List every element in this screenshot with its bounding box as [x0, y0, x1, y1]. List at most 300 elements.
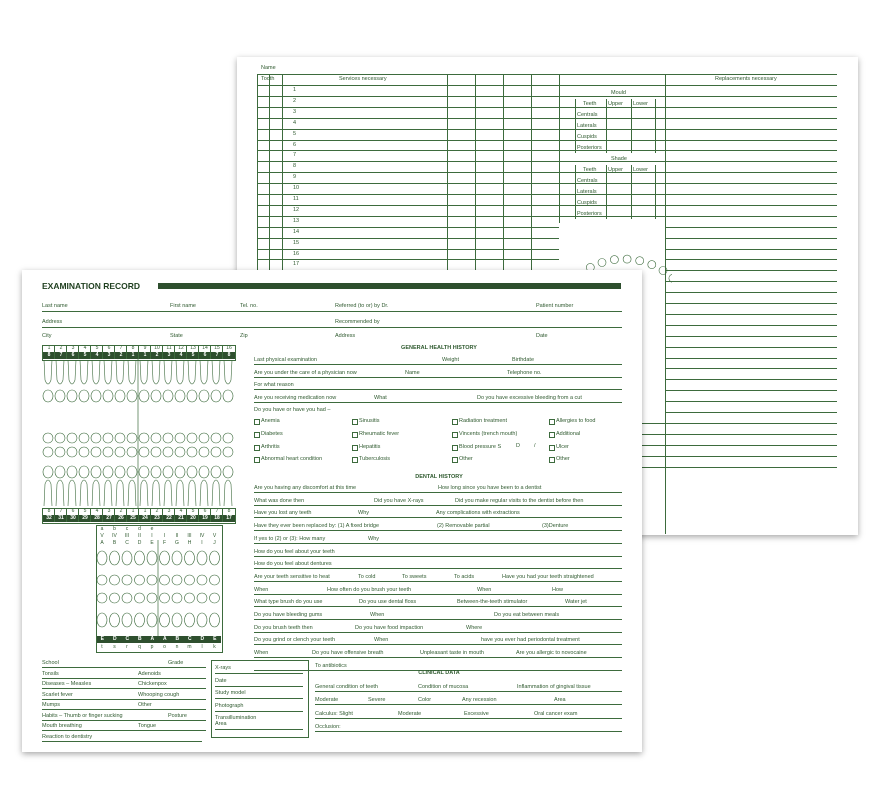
clinical-field-label: Excessive [464, 710, 489, 717]
row-number: 2 [293, 97, 297, 104]
health-field-label: What [374, 394, 387, 401]
header-field-label: Referred (to or) by Dr. [335, 303, 389, 309]
xray-field-label: Area [215, 721, 227, 727]
dental-field-label: When [374, 637, 389, 644]
dental-field-label: If yes to (2) or (3): How many [254, 535, 326, 542]
checkbox [452, 457, 458, 463]
tooth-number: 3 [66, 345, 79, 352]
header-field-label: Last name [42, 303, 68, 309]
tooth-number: 23 [150, 515, 163, 522]
health-field-label: Are you under the care of a physician now [254, 369, 357, 376]
checkbox [254, 432, 260, 438]
checkbox [352, 445, 358, 451]
child-field-label: Tonsils [42, 670, 59, 677]
clinical-field-label: Moderate [398, 710, 422, 717]
bp-slash: / [534, 443, 536, 449]
tooth-number: 1 [126, 352, 139, 359]
primary-roman: C [184, 636, 197, 643]
health-field-label: Last physical examination [254, 357, 317, 363]
tooth-number: 27 [102, 515, 115, 522]
tooth-number: 1 [126, 508, 139, 515]
primary-letter: e [150, 526, 154, 532]
header-field-label: First name [170, 303, 196, 309]
dental-line [254, 517, 622, 518]
header-line [42, 311, 622, 312]
clinical-line [315, 691, 622, 692]
child-line [42, 667, 206, 668]
clinical-field-label: Inflammation of gingival tissue [517, 684, 591, 690]
row-number: 17 [293, 261, 300, 268]
row-number: 15 [293, 239, 300, 246]
primary-letter: t [101, 644, 103, 650]
health-field-label: Weight [442, 357, 460, 363]
dental-field-label: To cold [358, 573, 376, 580]
checkbox-label: Diabetes [261, 430, 283, 437]
primary-letter: E [150, 540, 154, 546]
tooth-label: Tooth [261, 76, 275, 82]
tooth-number: 19 [198, 515, 211, 522]
checkbox [254, 445, 260, 451]
dental-field-label: Do you eat between meals [494, 612, 560, 618]
dental-field-label: Where [466, 624, 483, 631]
tooth-number: 8 [222, 352, 235, 359]
dental-field-label: Are you having any discomfort at this time [254, 485, 357, 491]
tooth-number: 3 [162, 352, 175, 359]
xray-line [215, 729, 303, 730]
clinical-line [315, 718, 622, 719]
dental-field-label: To acids [454, 573, 475, 580]
child-field-label: Grade [168, 660, 184, 666]
tooth-number: 7 [210, 508, 223, 515]
mould-header: Upper [608, 101, 623, 107]
primary-letter: o [163, 644, 166, 650]
mould-col-line [655, 99, 656, 153]
header-field-label: Tel. no. [240, 303, 258, 309]
health-field-label: Telephone no. [507, 369, 542, 376]
dental-field-label: Have you had your teeth straightened [502, 573, 594, 580]
checkbox-label: Arthritis [261, 443, 280, 450]
clinical-field-label: Severe [368, 697, 386, 704]
primary-letter: k [213, 644, 216, 650]
dental-line [254, 530, 622, 531]
tooth-number: 6 [66, 352, 79, 359]
health-field-label: Do you have excessive bleeding from a cut [477, 394, 582, 401]
primary-roman: B [134, 636, 147, 643]
bp-diastolic-label: D [516, 443, 520, 449]
dental-field-label: Why [368, 535, 379, 542]
primary-letter: p [150, 644, 154, 650]
row-number: 7 [293, 152, 297, 159]
tooth-number: 7 [210, 352, 223, 359]
tooth-number: 2 [114, 508, 127, 515]
primary-letter: n [175, 644, 179, 650]
dental-field-label: Did you make regular visits to the dentist before then [455, 497, 584, 504]
row-line [257, 96, 837, 97]
header-field-label: Address [42, 319, 63, 325]
tooth-number: 2 [150, 352, 163, 359]
dental-field-label: Do you have offensive breath [312, 650, 384, 657]
dental-field-label: have you ever had periodontal treatment [481, 637, 580, 644]
child-field-label: Other [138, 702, 152, 708]
dental-field-label: How do you feel about dentures [254, 561, 332, 568]
row-line [257, 259, 837, 260]
tooth-number: 2 [54, 345, 67, 352]
child-field-label: Posture [168, 712, 187, 719]
dental-field-label: Why [358, 510, 369, 517]
primary-letter: q [138, 644, 141, 650]
primary-roman: I [151, 533, 153, 539]
dental-field-label: Between-the-teeth stimulator [457, 599, 528, 606]
row-line [257, 129, 837, 130]
child-line [42, 688, 206, 689]
title-bar [158, 283, 621, 289]
primary-letter: C [125, 540, 129, 546]
checkbox [549, 457, 555, 463]
checkbox [549, 419, 555, 425]
dental-line [254, 505, 622, 506]
checkbox-label: Radiation treatment [459, 418, 507, 424]
xray-field-label: Date [215, 678, 227, 684]
replacements-label: Replacements necessary [715, 76, 777, 82]
shade-row: Cuspids [577, 200, 597, 206]
child-line [42, 720, 206, 721]
primary-roman: D [109, 636, 122, 643]
xray-line [215, 686, 303, 687]
header-field-label: Zip [240, 333, 248, 339]
primary-letter: m [187, 644, 192, 650]
checkbox-label: Other [459, 456, 473, 463]
tooth-number: 1 [138, 508, 151, 515]
child-line [42, 741, 202, 742]
row-line [257, 118, 837, 119]
tooth-number: 22 [162, 515, 175, 522]
checkbox-label: Rheumatic fever [359, 430, 400, 437]
tooth-number: 4 [174, 352, 187, 359]
dental-field-label: When [254, 650, 269, 657]
row-line [257, 85, 837, 86]
dental-line [254, 632, 622, 633]
tooth-number: 6 [198, 508, 211, 515]
tooth-number: 10 [150, 345, 163, 352]
primary-letter: r [126, 644, 128, 650]
tooth-number: 3 [102, 508, 115, 515]
checkbox [452, 419, 458, 425]
tooth-number: 5 [90, 345, 103, 352]
primary-letter: c [125, 526, 129, 532]
clinical-field-label: Occlusion: [315, 723, 341, 730]
section-heading: DENTAL HISTORY [415, 474, 463, 480]
primary-roman: D [196, 636, 209, 643]
health-line [254, 389, 622, 390]
row-line [257, 150, 837, 151]
shade-col-line [606, 165, 607, 219]
checkbox-label: Tuberculosis [359, 456, 390, 463]
tooth-number: 7 [54, 508, 67, 515]
primary-roman: II [138, 533, 141, 539]
health-line [254, 364, 622, 365]
primary-letter: B [112, 540, 117, 546]
child-field-label: Mumps [42, 702, 61, 708]
tooth-number: 16 [222, 345, 235, 352]
checkbox-label: Abnormal heart condition [261, 456, 323, 463]
mould-row: Laterals [577, 123, 597, 129]
child-field-label: Diseases – Measles [42, 681, 92, 687]
checkbox [452, 445, 458, 451]
dental-line [254, 581, 622, 582]
clinical-field-label: Calculus: Slight [315, 710, 353, 717]
primary-roman: E [209, 636, 222, 643]
tooth-number: 6 [198, 352, 211, 359]
checkbox-label: Additional [556, 430, 581, 437]
checkbox-label: Blood pressure S [459, 443, 502, 450]
health-field-label: Do you have or have you had – [254, 407, 331, 413]
dental-field-label: Do you grind or clench your teeth [254, 637, 336, 644]
dental-field-label: Water jet [565, 599, 587, 606]
dental-field-label: (3)Denture [542, 523, 569, 530]
tooth-number: 4 [90, 508, 103, 515]
xray-field-label: X-rays [215, 665, 231, 671]
row-number: 6 [293, 141, 297, 148]
child-line [42, 699, 206, 700]
shade-col-line [575, 165, 576, 219]
tooth-number: 7 [114, 345, 127, 352]
primary-letter: H [187, 540, 192, 546]
checkbox-label: Anemia [261, 418, 280, 424]
tooth-number: 1 [42, 345, 55, 352]
row-number: 14 [293, 228, 300, 235]
clinical-field-label: Color [418, 697, 432, 704]
row-line [257, 107, 837, 108]
dental-field-label: (2) Removable partial [437, 523, 490, 530]
health-line [254, 402, 622, 403]
dental-field-label: What was done then [254, 497, 305, 504]
shade-header: Teeth [583, 167, 597, 173]
tooth-number: 15 [210, 345, 223, 352]
primary-roman: IV [199, 533, 205, 539]
mould-header: Teeth [583, 101, 597, 107]
dental-line [254, 492, 622, 493]
tooth-number: 3 [102, 352, 115, 359]
health-line [254, 377, 622, 378]
checkbox [549, 445, 555, 451]
primary-roman: B [171, 636, 184, 643]
row-line [257, 227, 837, 228]
xray-field-label: Study model [215, 690, 246, 696]
tooth-number: 20 [186, 515, 199, 522]
tooth-number: 28 [90, 515, 103, 522]
primary-roman: V [212, 533, 217, 539]
primary-roman: IV [112, 533, 117, 539]
child-field-label: Reaction to dentistry [42, 733, 93, 740]
tooth-number: 8 [42, 352, 55, 359]
tooth-number: 2 [150, 508, 163, 515]
primary-roman: E [96, 636, 109, 643]
row-number: 5 [293, 130, 297, 137]
primary-letter: D [137, 540, 142, 546]
mould-row: Posteriors [577, 145, 602, 151]
dental-field-label: How do you feel about your teeth [254, 548, 335, 555]
xray-line [215, 711, 303, 712]
tooth-number: 8 [222, 508, 235, 515]
primary-letter: J [213, 540, 216, 546]
child-field-label: Chickenpox [138, 681, 167, 687]
primary-letter: d [138, 526, 141, 532]
tooth-number: 8 [42, 508, 55, 515]
row-line [257, 205, 837, 206]
dental-field-label: How long since you have been to a dentist [438, 485, 542, 491]
primary-roman: A [146, 636, 159, 643]
checkbox [254, 457, 260, 463]
tooth-number: 11 [162, 345, 175, 352]
primary-roman: C [121, 636, 134, 643]
tooth-number: 7 [54, 352, 67, 359]
mould-col-line [606, 99, 607, 153]
header-field-label: Address [335, 333, 356, 339]
tooth-number: 4 [78, 345, 91, 352]
primary-roman: II [175, 533, 179, 539]
checkbox-label: Hepatitis [359, 443, 381, 450]
row-number: 8 [293, 163, 297, 170]
tooth-number: 12 [174, 345, 187, 352]
shade-header: Upper [608, 167, 623, 173]
primary-roman: I [163, 533, 166, 539]
tooth-number: 4 [90, 352, 103, 359]
dental-field-label: When [370, 612, 385, 618]
tooth-number: 5 [186, 508, 199, 515]
tooth-number: 21 [174, 515, 187, 522]
shade-row: Centrals [577, 178, 598, 184]
primary-roman: A [159, 636, 172, 643]
clinical-field-label: Moderate [315, 697, 339, 704]
dental-field-label: Unpleasant taste in mouth [420, 650, 484, 657]
dental-line [254, 657, 622, 658]
primary-letter: l [201, 644, 203, 650]
tooth-number: 18 [210, 515, 223, 522]
row-number: 13 [293, 217, 300, 224]
tooth-number: 32 [42, 515, 55, 522]
clinical-field-label: Oral cancer exam [534, 710, 578, 717]
dental-field-label: When [477, 586, 492, 593]
dental-line [254, 556, 622, 557]
health-field-label: Are you receiving medication now [254, 394, 337, 401]
dental-field-label: Do you brush teeth then [254, 624, 313, 631]
primary-letter: A [100, 540, 104, 546]
row-number: 3 [293, 108, 297, 115]
header-field-label: City [42, 333, 52, 339]
dental-line [254, 644, 622, 645]
checkbox-label: Sinusitis [359, 418, 380, 424]
row-number: 12 [293, 206, 300, 213]
shade-label: Shade [611, 156, 627, 162]
tooth-number: 24 [138, 515, 151, 522]
checkbox-label: Ulcer [556, 443, 569, 450]
child-line [42, 730, 206, 731]
tooth-number: 25 [126, 515, 139, 522]
child-field-label: Habits – Thumb or finger sucking [42, 712, 123, 719]
dental-line [254, 543, 622, 544]
primary-letter: I [201, 540, 203, 546]
child-field-label: Scarlet fever [42, 691, 73, 698]
child-line [42, 709, 206, 710]
tooth-number: 9 [138, 345, 151, 352]
dental-field-label: How [552, 586, 564, 593]
tooth-number: 8 [126, 345, 139, 352]
health-field-label: Name [405, 369, 420, 376]
checkbox [254, 419, 260, 425]
tooth-number: 2 [114, 352, 127, 359]
shade-row: Posteriors [577, 211, 602, 217]
mould-label: Mould [611, 90, 626, 96]
clinical-field-label: Area [554, 697, 566, 704]
mould-col-line [575, 99, 576, 153]
tooth-number: 1 [138, 352, 151, 359]
xray-line [215, 673, 303, 674]
dental-field-label: Have you lost any teeth [254, 510, 312, 517]
tooth-number: 13 [186, 345, 199, 352]
mould-col-line [631, 99, 632, 153]
section-heading: GENERAL HEALTH HISTORY [401, 345, 477, 351]
checkbox [452, 432, 458, 438]
row-number: 9 [293, 174, 297, 181]
shade-col-line [631, 165, 632, 219]
header-field-label: State [170, 333, 183, 339]
child-field-label: Adenoids [138, 670, 161, 677]
clinical-field-label: General condition of teeth [315, 684, 378, 690]
header-field-label: Patient number [536, 303, 574, 309]
dental-field-label: Did you have X-rays [374, 497, 424, 504]
dental-line [254, 568, 622, 569]
row-line [257, 161, 837, 162]
health-field-label: Birthdate [512, 357, 535, 363]
primary-teeth-box [96, 525, 223, 653]
shade-header: Lower [633, 167, 648, 173]
tooth-number: 14 [198, 345, 211, 352]
child-field-label: Tongue [138, 723, 157, 729]
clinical-field-label: Condition of mucosa [418, 684, 469, 690]
header-line [42, 327, 622, 328]
checkbox-label: Vincents (trench mouth) [459, 430, 518, 437]
row-line [257, 140, 837, 141]
xray-field-label: Photograph [215, 703, 244, 709]
row-number: 16 [293, 250, 300, 257]
row-number: 4 [293, 119, 297, 126]
tooth-number: 29 [78, 515, 91, 522]
dental-field-label: Do you use dental floss [359, 599, 417, 606]
primary-roman: V [100, 533, 104, 539]
shade-row: Laterals [577, 189, 597, 195]
row-number: 1 [293, 87, 297, 93]
checkbox-label: Allergies to food [556, 418, 596, 424]
tooth-number: 5 [186, 352, 199, 359]
clinical-line [315, 731, 622, 732]
tooth-number: 31 [54, 515, 67, 522]
tooth-number: 6 [102, 345, 115, 352]
row-line [257, 183, 837, 184]
tooth-number: 5 [78, 508, 91, 515]
header-field-label: Recommended by [335, 319, 380, 325]
clinical-field-label: Any recession [462, 697, 497, 704]
dental-field-label: Are you allergic to novocaine [516, 650, 587, 657]
dental-line [254, 619, 622, 620]
tooth-number: 4 [174, 508, 187, 515]
mould-row: Centrals [577, 112, 598, 118]
tooth-number: 3 [162, 508, 175, 515]
child-field-label: Mouth breathing [42, 723, 82, 729]
tooth-number: 5 [78, 352, 91, 359]
tooth-number: 30 [66, 515, 79, 522]
dental-field-label: When [254, 586, 269, 593]
primary-letter: a [100, 526, 104, 532]
